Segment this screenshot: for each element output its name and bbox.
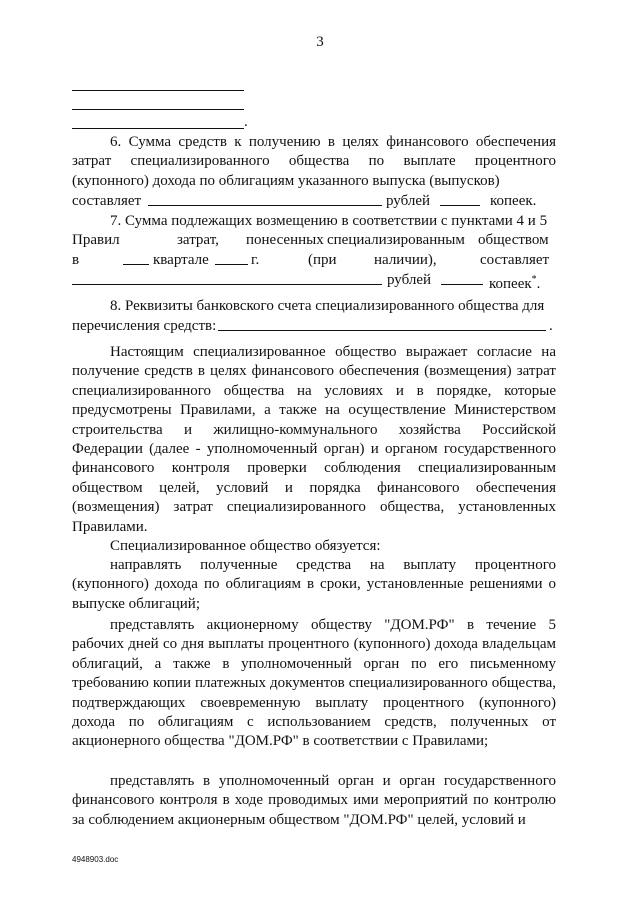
item6-kop-blank[interactable] [440, 191, 480, 206]
blank-line-1 [72, 90, 244, 91]
item6-amount-line [72, 191, 556, 211]
item8-period: . [549, 318, 553, 334]
item7-word: обществом [478, 232, 549, 248]
item8-line2 [72, 316, 556, 336]
item8-heading: 8. Реквизиты банковского счета специализированного общества для [110, 298, 545, 314]
obligations-heading: Специализированное общество обязуется: [110, 538, 381, 554]
blank-line-3 [72, 128, 244, 129]
blank-line-end-period: . [244, 114, 248, 130]
item7-word: затрат, [177, 232, 219, 248]
item7-rub-label: рублей [387, 272, 432, 288]
item7-kop-blank[interactable] [441, 270, 483, 285]
item7-rub-blank[interactable] [72, 270, 382, 285]
item7-word: понесенных [246, 232, 324, 248]
item7-word: наличии), [374, 252, 437, 268]
item7-line4 [72, 270, 556, 290]
item7-word: в [72, 252, 80, 268]
item7-word: (при [308, 252, 337, 268]
item6-text: 6. Сумма средств к получению в целях финансового обеспечения затрат специализированного общества по выплате процентного (купонного) дохода по облигациям указанного выпуска (выпусков) [72, 134, 556, 189]
item8-account-blank[interactable] [218, 316, 546, 331]
item8-line1 [72, 296, 556, 316]
item7-word: составляет [480, 252, 550, 268]
item7-heading: 7. Сумма подлежащих возмещению в соответствии с пунктами 4 и 5 [110, 213, 548, 229]
obligation-3: представлять в уполномоченный орган и орган государственного финансового контроля в ходе проводимых ими мероприятий по контролю за соблюдением акционерным обществом "ДОМ.РФ" целей, условий и [72, 773, 556, 828]
obligation-2: представлять акционерному обществу "ДОМ.РФ" в течение 5 рабочих дней со дня выплаты процентного (купонного) дохода владельцам облигаций, а также в уполномоченный орган по его письменному требованию копии платежных документов специализированного общества, подтверждающих своевременную выплату процентного (купонного) дохода по облигациям с использованием средств, полученных от акционерного общества "ДОМ.РФ" в соответствии с Правилами; [72, 617, 556, 750]
page-number: 3 [316, 34, 324, 50]
footer-filename: 4948903.doc [72, 855, 119, 864]
item7-quarter-blank[interactable] [123, 250, 149, 265]
footnote-mark: * [531, 274, 537, 285]
item7-kop-group: копеек*. [489, 274, 541, 292]
item6-label: составляет [72, 193, 142, 209]
item6-rub-blank[interactable] [148, 191, 382, 206]
item7-word: г. [251, 252, 260, 268]
item7-year-blank[interactable] [215, 250, 248, 265]
item8-label: перечисления средств: [72, 318, 217, 334]
item7-line2 [72, 230, 556, 250]
item6-kop-label: копеек. [490, 193, 537, 209]
item7-word: Правил [72, 232, 120, 248]
item7-word: специализированным [327, 232, 465, 248]
item6-rub-label: рублей [386, 193, 431, 209]
obligation-1: направлять полученные средства на выплату процентного (купонного) дохода по облигациям в сроки, установленные решениями о выпуске облигаций; [72, 557, 556, 612]
consent-paragraph: Настоящим специализированное общество выражает согласие на получение средств в целях финансового обеспечения (возмещения) затрат специализированного общества на условиях и в порядке, которые предусмотрены Правилами, а также на осуществление Министерством строительства и жилищно-коммунального хозяйства Российской Федерации (далее - уполномоченный орган) и органом государственного финансового контроля проверки соблюдения специализированным обществом целей, условий и порядка финансового обеспечения (возмещения) затрат специализированного общества, установленных Правилами. [72, 344, 556, 535]
item7-line1 [72, 211, 556, 231]
item7-line3 [72, 250, 556, 270]
blank-line-2 [72, 109, 244, 110]
item7-word: квартале [153, 252, 209, 268]
item7-kop-label: копеек [489, 276, 532, 292]
